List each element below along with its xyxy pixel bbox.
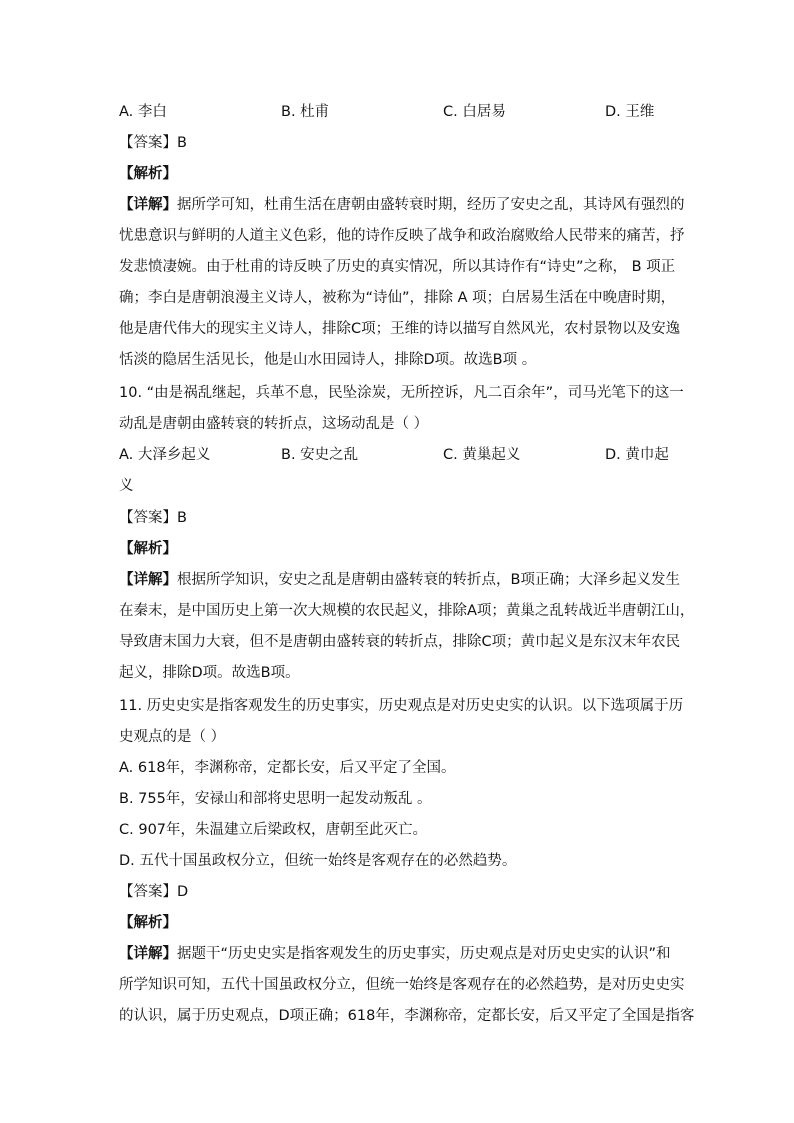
- q10-analysis-label: 【解析】: [119, 541, 177, 557]
- q11-answer: 【答案】D: [119, 884, 189, 900]
- q9-detail-line-2: 忧患意识与鲜明的人道主义色彩，他的诗作反映了战争和政治腐败给人民带来的痛苦，抒: [119, 228, 685, 244]
- q10-option-d-wrap: 义: [119, 478, 134, 494]
- q10-detail-line-4: 起义，排除D项。故选B项。: [119, 665, 300, 681]
- q9-detail-line-4: 确；李白是唐朝浪漫主义诗人，被称为“诗仙”，排除 A 项；白居易生活在中晚唐时期，: [119, 290, 676, 306]
- q11-option-a: A. 618年，李渊称帝，定都长安，后又平定了全国。: [119, 760, 456, 776]
- q9-option-a: A. 李白: [119, 104, 167, 120]
- q9-detail-line-6: 恬淡的隐居生活见长，他是山水田园诗人，排除D项。故选B项 。: [119, 352, 537, 368]
- q10-option-c: C. 黄巢起义: [443, 447, 521, 463]
- q10-answer: 【答案】B: [119, 510, 187, 526]
- q11-option-d: D. 五代十国虽政权分立，但统一始终是客观存在的必然趋势。: [119, 853, 517, 869]
- q11-stem-line-2: 史观点的是（ ）: [119, 729, 226, 745]
- q9-option-d: D. 王维: [605, 104, 655, 120]
- q11-detail-text-1: 据题干“历史史实是指客观发生的历史事实，历史观点是对历史史实的认识”和: [177, 946, 671, 962]
- q10-stem-line-1: 10. “由是祸乱继起，兵革不息，民坠涂炭，无所控诉，凡二百余年”，司马光笔下的这一: [119, 385, 684, 401]
- q9-detail-prefix: 【详解】: [119, 197, 177, 213]
- q9-answer: 【答案】B: [119, 135, 187, 151]
- q11-detail-prefix: 【详解】: [119, 946, 177, 962]
- q10-stem-line-2: 动乱是唐朝由盛转衰的转折点，这场动乱是（ ）: [119, 416, 429, 432]
- q10-detail-line-2: 在秦末，是中国历史上第一次大规模的农民起义，排除A项；黄巢之乱转战近半唐朝江山，: [119, 603, 695, 619]
- q10-detail-text-1: 根据所学知识，安史之乱是唐朝由盛转衰的转折点，B项正确；大泽乡起义发生: [177, 572, 680, 588]
- q10-detail-line-1: [119, 570, 679, 590]
- q10-option-b: B. 安史之乱: [281, 447, 359, 463]
- q9-detail-line-3: 发悲愤凄婉。由于杜甫的诗反映了历史的真实情况，所以其诗作有“诗史”之称， B 项正: [119, 259, 676, 275]
- q9-detail-line-1: [119, 195, 685, 215]
- q10-detail-prefix: 【详解】: [119, 572, 177, 588]
- q9-option-c: C. 白居易: [443, 104, 506, 120]
- q10-detail-line-3: 导致唐末国力大衰，但不是唐朝由盛转衰的转折点，排除C项；黄巾起义是东汉末年农民: [119, 634, 681, 650]
- q11-detail-line-3: 的认识，属于历史观点，D项正确；618年，李渊称帝，定都长安，后又平定了全国是指客: [119, 1008, 695, 1024]
- q10-option-d: D. 黄巾起: [605, 447, 669, 463]
- q9-detail-line-5: 他是唐代伟大的现实主义诗人，排除C项；王维的诗以描写自然风光，农村景物以及安逸: [119, 321, 681, 337]
- q11-option-b: B. 755年，安禄山和部将史思明一起发动叛乱 。: [119, 791, 432, 807]
- q9-detail-text-1: 据所学可知，杜甫生活在唐朝由盛转衰时期，经历了安史之乱，其诗风有强烈的: [177, 197, 685, 213]
- q11-detail-line-2: 所学知识可知，五代十国虽政权分立，但统一始终是客观存在的必然趋势，是对历史史实: [119, 977, 685, 993]
- q9-option-b: B. 杜甫: [281, 104, 330, 120]
- q11-stem-line-1: 11. 历史史实是指客观发生的历史事实，历史观点是对历史史实的认识。以下选项属于历: [119, 698, 684, 714]
- q10-option-a: A. 大泽乡起义: [119, 447, 211, 463]
- q11-detail-line-1: [119, 944, 679, 964]
- q11-analysis-label: 【解析】: [119, 915, 177, 931]
- q9-analysis-label: 【解析】: [119, 166, 177, 182]
- q11-option-c: C. 907年，朱温建立后梁政权，唐朝至此灭亡。: [119, 822, 428, 838]
